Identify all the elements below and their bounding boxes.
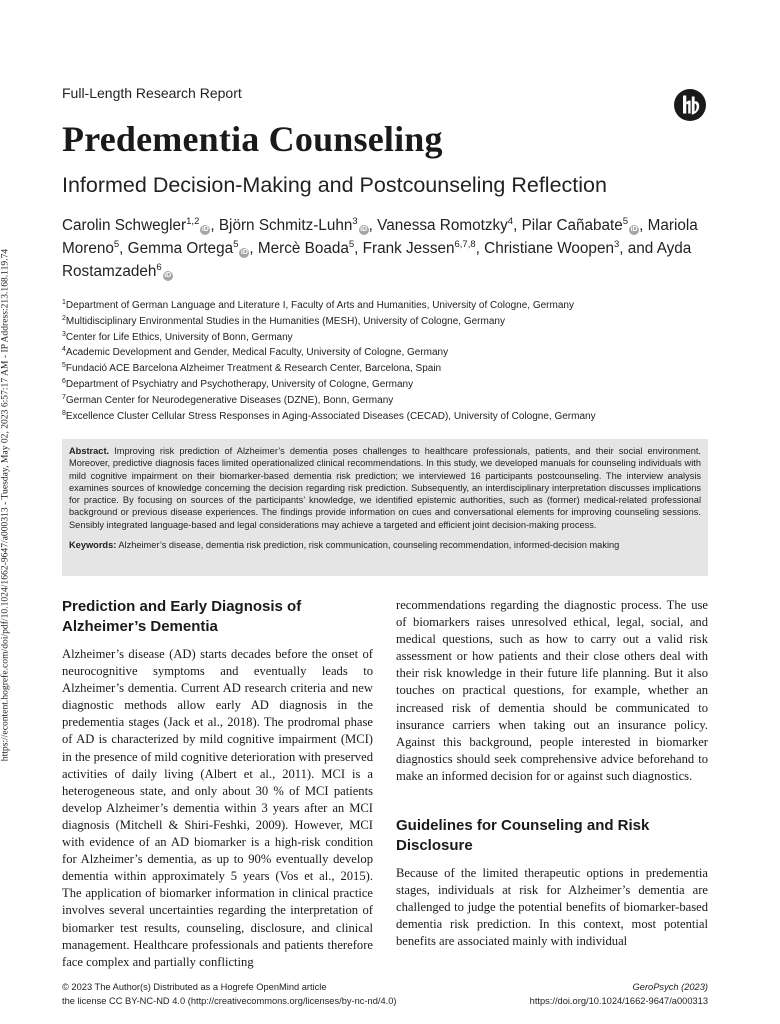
author-separator: ,: [513, 217, 522, 234]
download-watermark-text: https://econtent.hogrefe.com/doi/pdf/10.1024/1662-9647/a000313 - Tuesday, May 02, 2023 6:57:17 AM - IP Address:213.168.119.74: [0, 248, 11, 762]
footer-journal: GeroPsych (2023): [632, 982, 708, 992]
affiliation-text: Excellence Cluster Cellular Stress Responses in Aging-Associated Diseases (CECAD), University of Cologne, Germany: [65, 410, 596, 422]
author-name: Gemma Ortega: [127, 240, 234, 257]
author-affiliation-number: 3: [613, 239, 620, 250]
author-affiliation-number: 1,2: [186, 216, 200, 227]
footer-doi: https://doi.org/10.1024/1662-9647/a000313: [529, 996, 708, 1006]
affiliation-text: Center for Life Ethics, University of Bonn, Germany: [65, 331, 293, 343]
affiliation-item: [62, 330, 722, 346]
author-affiliation-number: 6: [156, 262, 162, 273]
left-column: [62, 597, 373, 971]
affiliation-number: 5: [62, 362, 66, 370]
author-affiliation-number: 3: [352, 216, 358, 227]
orcid-icon[interactable]: iD: [630, 226, 638, 233]
affiliation-text: Department of Psychiatry and Psychotherapy, University of Cologne, Germany: [65, 378, 414, 390]
author-affiliation-number: 5: [348, 239, 355, 250]
keywords-paragraph: [69, 539, 701, 551]
affiliation-number: 7: [62, 393, 66, 401]
section-heading-guidelines: Guidelines for Counseling and Risk Disclosure: [396, 817, 650, 855]
author-separator: ,: [639, 217, 648, 234]
author-separator: ,: [368, 217, 378, 234]
abstract-box: [62, 439, 708, 576]
affiliation-list: [62, 298, 722, 424]
keywords-text: Alzheimer’s disease, dementia risk prediction, risk communication, counseling recommendation, informed-decision making: [116, 540, 620, 551]
author-separator: ,: [354, 240, 363, 257]
footer-license: [62, 980, 396, 1008]
right-column: [396, 597, 708, 951]
author-conjunction: and: [627, 240, 657, 257]
author-separator: ,: [475, 240, 485, 257]
keywords-label: Keywords:: [69, 540, 117, 551]
author-affiliation-number: 5: [113, 239, 120, 250]
author-affiliation-number: 5: [233, 239, 239, 250]
author-name: Pilar Cañabate: [521, 217, 623, 234]
author-separator: ,: [249, 240, 258, 257]
orcid-icon[interactable]: iD: [240, 249, 248, 256]
affiliation-number: 6: [62, 377, 66, 385]
affiliation-text: Academic Development and Gender, Medical Faculty, University of Cologne, Germany: [65, 347, 449, 359]
author-list: [62, 214, 722, 283]
affiliation-text: German Center for Neurodegenerative Diseases (DZNE), Bonn, Germany: [65, 394, 394, 406]
affiliation-item: [62, 361, 722, 377]
download-watermark: [0, 215, 14, 795]
affiliation-number: 3: [62, 330, 66, 338]
affiliation-number: 8: [62, 409, 66, 417]
article-subtitle: Informed Decision-Making and Postcounseling Reflection: [62, 173, 607, 197]
abstract-text: Improving risk prediction of Alzheimer’s dementia poses challenges to healthcare professionals, patients, and their social environment. Moreover, predictive diagnosis faces limited operationalized clinical recommendations. In this study, we developed manuals for counseling individuals with mild cognitive impairment on their biomarker-based dementia risk prediction; we interviewed 16 participants postcounseling. The interview analysis examines sources of knowledge concerning the decision regarding risk prediction. Subsequently, an interdisciplinary interpretation discusses implications for practice. By focusing on sources of the participants’ knowledge, we identified epistemic authorities, such as (former) medical-related professional background or previous disease experiences. The findings provide information on cues and conversational elements for improving counseling sessions. Sensibly integrated language-based and legal considerations may achieve a targeted and efficient joint decision-making process.: [69, 446, 701, 530]
footer-license-text: the license CC BY-NC-ND 4.0 (http://creativecommons.org/licenses/by-nc-nd/4.0): [62, 996, 397, 1006]
author-name: Björn Schmitz-Luhn: [218, 217, 353, 234]
author-name: Carolin Schwegler: [62, 217, 187, 234]
affiliation-number: 2: [62, 314, 66, 322]
affiliation-item: [62, 377, 722, 393]
affiliation-item: [62, 345, 722, 361]
author-name: Mercè Boada: [257, 240, 349, 257]
author-affiliation-number: 6,7,8: [454, 239, 476, 250]
orcid-icon[interactable]: iD: [201, 226, 209, 233]
affiliation-text: Department of German Language and Literature I, Faculty of Arts and Humanities, University of Cologne, Germany: [65, 300, 574, 311]
hogrefe-logo-icon: [674, 89, 706, 121]
abstract-paragraph: [69, 445, 701, 531]
author-name: Vanessa Romotzky: [377, 217, 508, 234]
affiliation-item: [62, 314, 722, 330]
orcid-icon[interactable]: iD: [164, 272, 172, 279]
affiliation-text: Multidisciplinary Environmental Studies in the Humanities (MESH), University of Cologne, Germany: [65, 315, 505, 327]
affiliation-number: 4: [62, 346, 66, 354]
section-heading-prediction: Prediction and Early Diagnosis of Alzheimer’s Dementia: [62, 598, 302, 635]
author-affiliation-number: 5: [622, 216, 629, 227]
author-separator: ,: [210, 217, 219, 234]
section-paragraph-prediction: Alzheimer’s disease (AD) starts decades before the onset of neurocognitive symptoms and eventually leads to Alzheimer’s dementia. Current AD research criteria and new diagnostic methods allow early AD diagnosis in the predementia stages (Jack et al., 2018). The prodromal phase of AD is characterized by mild cognitive impairment (MCI) in the presence of mild cognitive deterioration with preserved activities of daily living (Albert et al., 2011). MCI is a heterogeneous state, and only about 30 % of MCI patients develop Alzheimer’s dementia within 3 years after an MCI diagnosis (Mitchell & Shiri-Feshki, 2009). However, MCI with evidence of an AD biomarker is a high-risk condition for Alzheimer’s dementia, as up to 90% eventually develop dementia within approximately 5 years (Vos et al., 2015). The application of biomarker information in clinical practice involves several uncertainties regarding the interpretation of biomarker test results, counseling, disclosure, and clinical management. Healthcare professionals and patients therefore face complex and partially conflicting: [62, 647, 373, 969]
author-separator: ,: [119, 240, 128, 257]
affiliation-number: 1: [62, 299, 66, 306]
report-type-label: Full-Length Research Report: [62, 85, 242, 101]
section-paragraph-guidelines: Because of the limited therapeutic options in predementia stages, individuals at risk for Alzheimer’s dementia are challenged to judge the potential benefits of biomarker-based dementia risk prediction. In this context, most potential benefits are associated mainly with individual: [396, 866, 708, 949]
author-name: Mariola Moreno: [62, 217, 698, 257]
affiliation-text: Fundació ACE Barcelona Alzheimer Treatment & Research Center, Barcelona, Spain: [65, 363, 442, 375]
section-paragraph-continuation: recommendations regarding the diagnostic process. The use of biomarkers raises unresolved ethical, legal, social, and medical questions, such as how to carry out a valid risk assessment or how patients and their close others deal with their risk knowledge in their future life planning. But it also touches on practical questions, for example, whether an increased risk of dementia should be communicated to insurance carriers when taking out an insurance policy. Against this background, people interested in biomarker diagnostics should seek comprehensive advice beforehand to make an informed decision for or against such diagnostics.: [396, 598, 708, 783]
affiliation-item: [62, 393, 722, 409]
author-name: Christiane Woopen: [484, 240, 614, 257]
author-separator: ,: [619, 240, 628, 257]
affiliation-item: [62, 409, 722, 425]
footer-citation: [490, 980, 708, 1008]
orcid-icon[interactable]: iD: [360, 226, 368, 233]
abstract-label: Abstract.: [69, 446, 110, 456]
footer-copyright: © 2023 The Author(s) Distributed as a Hogrefe OpenMind article: [62, 982, 327, 992]
article-title: Predementia Counseling: [62, 119, 443, 159]
author-name: Ayda Rostamzadeh: [62, 240, 692, 280]
author-name: Frank Jessen: [362, 240, 455, 257]
author-affiliation-number: 4: [507, 216, 514, 227]
affiliation-item: [62, 298, 722, 314]
